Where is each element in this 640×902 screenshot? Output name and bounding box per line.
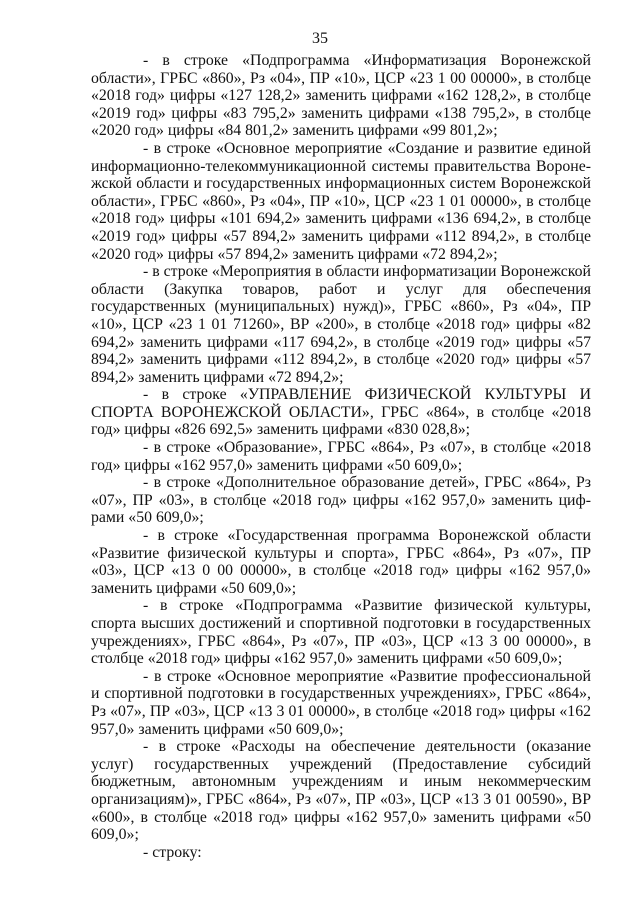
amendment-paragraph: - строку: xyxy=(143,843,202,861)
amendment-paragraph: - в строке «Подпрограмма «Развитие физической культуры, спорта высших достижений и спортивной подготовки в государственных учреждениях», ГРБС «864», Рз «07», ПР «03», ЦСР «13 3 00 00000», в столбце «2018 год» цифры «162 957,0» заменить цифрами «50 609,0»; xyxy=(91,597,591,668)
amendment-paragraph: - в строке «Государственная программа Воронежской области «Развитие физической культуры и спорта», ГРБС «864», Рз «07», ПР «03», ЦСР «13 0 00 00000», в столбце «2018 год» цифры «162 957,0» заменить цифрами «50 609,0»; xyxy=(91,527,591,597)
amendment-paragraph: - в строке «Дополнительное образование детей», ГРБС «864», Рз «07», ПР «03», в столбце «2018 год» цифры «162 957,0» заменить цифрами «50 609,0»; xyxy=(91,474,591,527)
amendment-paragraph: - в строке «УПРАВЛЕНИЕ ФИЗИЧЕСКОЙ КУЛЬТУРЫ И СПОРТА ВОРОНЕЖСКОЙ ОБЛАСТИ», ГРБС «864», в столбце «2018 год» цифры «826 692,5» заменить цифрами «830 028,8»; xyxy=(91,386,591,439)
page-number: 35 xyxy=(312,30,328,47)
amendment-paragraph: - в строке «Мероприятия в области информатизации Воронежской области (Закупка товаров, работ и услуг для обеспечения государственных (муниципальных) нужд)», ГРБС «860», Рз «04», ПР «10», ЦСР «23 1 01 71260», ВР «200», в столбце «2018 год» цифры «82 694,2» заменить цифрами «117 694,2», в столбце «2019 год» цифры «57 894,2» заменить цифрами «112 894,2», в столбце «2020 год» цифры «57 894,2» заменить цифрами «72 894,2»; xyxy=(91,263,591,386)
amendment-paragraph: - в строке «Основное мероприятие «Развитие профессиональной и спортивной подготовки в государственных учреждениях», ГРБС «864», Рз «07», ПР «03», ЦСР «13 3 01 00000», в столбце «2018 год» цифры «162 957,0» заменить цифрами «50 609,0»; xyxy=(91,667,591,738)
document-body xyxy=(91,52,591,861)
amendment-paragraph: - в строке «Образование», ГРБС «864», Рз «07», в столбце «2018 год» цифры «162 957,0» заменить цифрами «50 609,0»; xyxy=(91,439,591,474)
amendment-paragraph: - в строке «Основное мероприятие «Создание и развитие единой информационно-телекоммуникационной системы правительства Воронежской области и государственных информационных систем Воронежской области», ГРБС «860», Рз «04», ПР «10», ЦСР «23 1 01 00000», в столбце «2018 год» цифры «101 694,2» заменить цифрами «136 694,2», в столбце «2019 год» цифры «57 894,2» заменить цифрами «112 894,2», в столбце «2020 год» цифры «57 894,2» заменить цифрами «72 894,2»; xyxy=(91,139,591,263)
amendment-paragraph: - в строке «Подпрограмма «Информатизация Воронежской области», ГРБС «860», Рз «04», ПР «10», ЦСР «23 1 00 00000», в столбце «2018 год» цифры «127 128,2» заменить цифрами «162 128,2», в столбце «2019 год» цифры «83 795,2» заменить цифрами «138 795,2», в столбце «2020 год» цифры «84 801,2» заменить цифрами «99 801,2»; xyxy=(91,52,591,140)
amendment-paragraph: - в строке «Расходы на обеспечение деятельности (оказание услуг) государственных учреждений (Предоставление субсидий бюджетным, автономным учреждениям и иным некоммерческим организациям)», ГРБС «864», Рз «07», ПР «03», ЦСР «13 3 01 00590», ВР «600», в столбце «2018 год» цифры «162 957,0» заменить цифрами «50 609,0»; xyxy=(91,738,591,844)
